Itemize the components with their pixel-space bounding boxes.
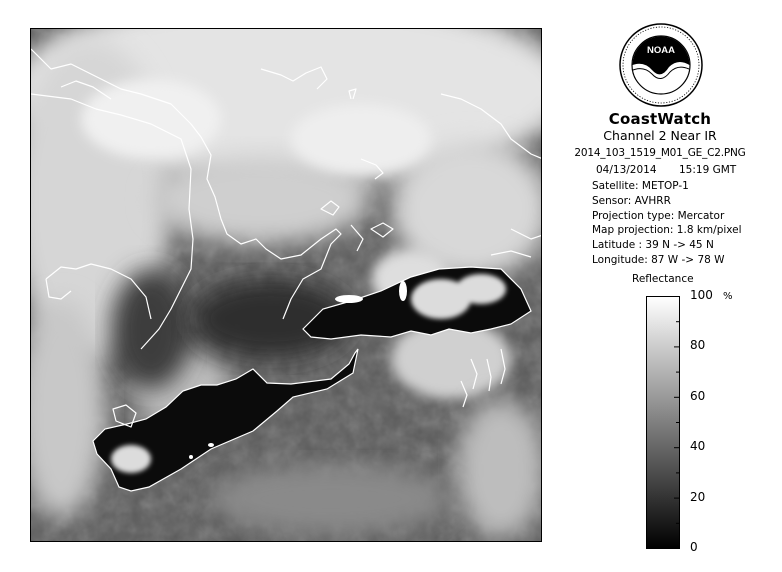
- colorbar-tick-label: 0: [690, 540, 698, 554]
- projection-type-label: Projection type: Mercator: [592, 210, 725, 222]
- svg-text:NOAA: NOAA: [647, 45, 675, 56]
- colorbar-tick-label: 100: [690, 288, 713, 302]
- colorbar-tick-label: 40: [690, 439, 706, 454]
- brand-title: CoastWatch: [608, 110, 712, 128]
- colorbar-tick-label: 20: [690, 489, 706, 504]
- noaa-logo-icon: [618, 22, 704, 108]
- filename: 2014_103_1519_M01_GE_C2.PNG: [574, 147, 746, 159]
- legend-unit: %: [723, 291, 733, 302]
- satellite-label: Satellite: METOP-1: [592, 180, 689, 192]
- latitude-label: Latitude : 39 N -> 45 N: [592, 239, 714, 251]
- noaa-logo: [618, 22, 704, 108]
- longitude-label: Longitude: 87 W -> 78 W: [592, 254, 725, 266]
- time-label: 15:19 GMT: [679, 164, 737, 176]
- colorbar-tick-label: 80: [690, 338, 706, 353]
- reflectance-colorbar: [646, 296, 680, 549]
- date-label: 04/13/2014: [596, 164, 657, 176]
- map-projection-label: Map projection: 1.8 km/pixel: [592, 224, 742, 236]
- colorbar-tick-label: 60: [690, 388, 706, 403]
- colorbar-graphic: [646, 296, 680, 549]
- legend-title: Reflectance: [632, 273, 694, 285]
- sensor-label: Sensor: AVHRR: [592, 195, 671, 207]
- satellite-map: [31, 29, 542, 542]
- satellite-image: [30, 28, 542, 542]
- channel-title: Channel 2 Near IR: [603, 128, 717, 143]
